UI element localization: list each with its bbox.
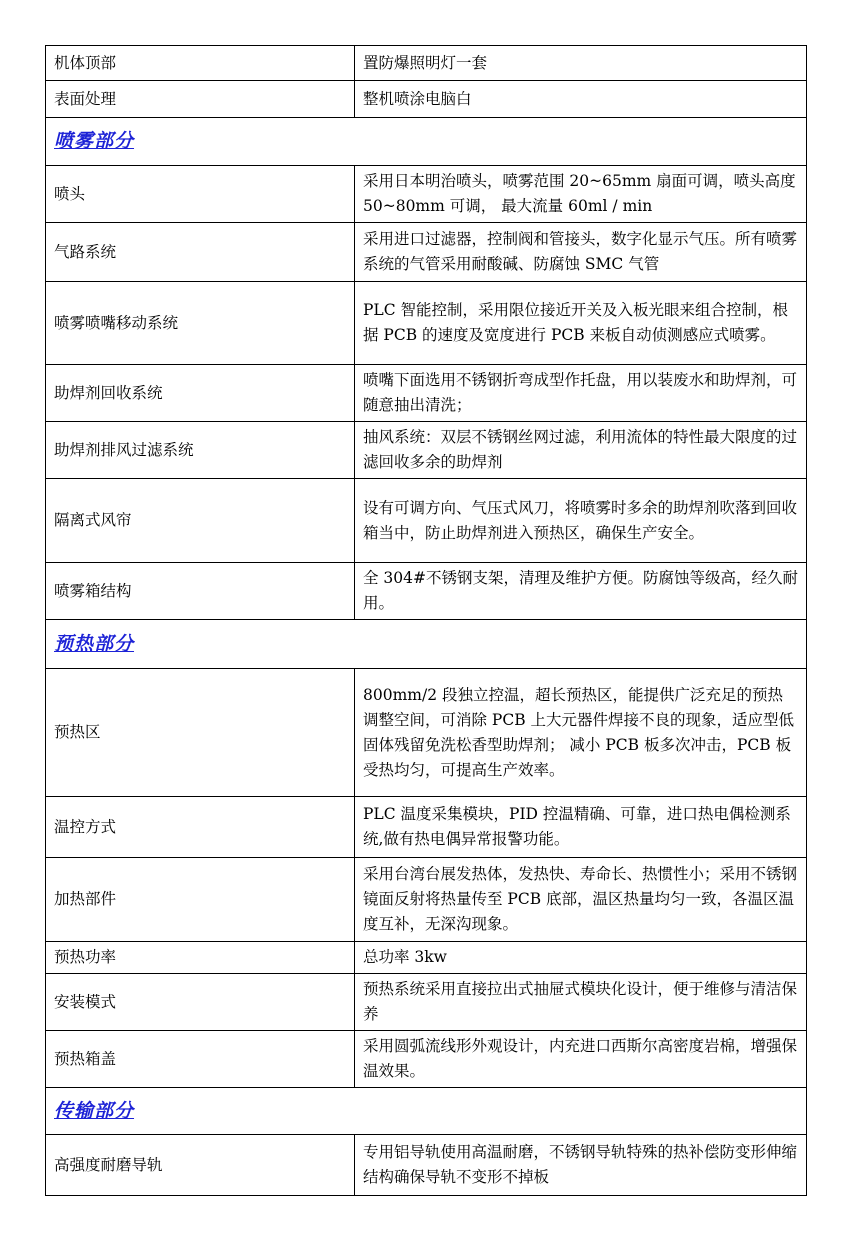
- row-label: 温控方式: [46, 797, 355, 858]
- row-label: 安装模式: [46, 974, 355, 1031]
- row-label: 高强度耐磨导轨: [46, 1135, 355, 1196]
- table-row: [46, 1031, 807, 1088]
- table-row: [46, 365, 807, 422]
- table-row: [46, 797, 807, 858]
- row-description: 采用圆弧流线形外观设计，内充进口西斯尔高密度岩棉，增强保温效果。: [355, 1031, 807, 1088]
- section-header: [46, 118, 807, 166]
- row-description: 全 304#不锈钢支架，清理及维护方便。防腐蚀等级高，经久耐用。: [355, 563, 807, 620]
- table-row: [46, 942, 807, 974]
- row-description: 采用日本明治喷头，喷雾范围 20~65mm 扇面可调，喷头高度 50~80mm 可调， 最大流量 60ml / min: [355, 166, 807, 223]
- row-label: 表面处理: [46, 81, 355, 118]
- section-title: 喷雾部分: [54, 130, 135, 152]
- row-description: 总功率 3kw: [355, 942, 807, 974]
- table-row: [46, 669, 807, 797]
- spec-table: [45, 45, 807, 1196]
- table-row: [46, 46, 807, 81]
- row-description: PLC 温度采集模块，PID 控温精确、可靠，进口热电偶检测系统,做有热电偶异常报警功能。: [355, 797, 807, 858]
- row-label: 隔离式风帘: [46, 479, 355, 563]
- row-label: 喷雾喷嘴移动系统: [46, 282, 355, 365]
- table-row: [46, 479, 807, 563]
- row-description: 抽风系统：双层不锈钢丝网过滤，利用流体的特性最大限度的过滤回收多余的助焊剂: [355, 422, 807, 479]
- table-row: [46, 1135, 807, 1196]
- table-row: [46, 858, 807, 942]
- row-description: 设有可调方向、气压式风刀，将喷雾时多余的助焊剂吹落到回收箱当中，防止助焊剂进入预热区，确保生产安全。: [355, 479, 807, 563]
- row-label: 喷头: [46, 166, 355, 223]
- section-header: [46, 1088, 807, 1135]
- section-header-row: [46, 620, 807, 669]
- row-description: 整机喷涂电脑白: [355, 81, 807, 118]
- table-row: [46, 81, 807, 118]
- section-header-row: [46, 118, 807, 166]
- section-header: [46, 620, 807, 669]
- table-row: [46, 422, 807, 479]
- row-label: 助焊剂回收系统: [46, 365, 355, 422]
- table-row: [46, 563, 807, 620]
- row-description: 采用进口过滤器，控制阀和管接头，数字化显示气压。所有喷雾系统的气管采用耐酸碱、防腐蚀 SMC 气管: [355, 223, 807, 282]
- row-description: 采用台湾台展发热体，发热快、寿命长、热惯性小；采用不锈钢镜面反射将热量传至 PCB 底部，温区热量均匀一致，各温区温度互补，无深沟现象。: [355, 858, 807, 942]
- section-title: 预热部分: [54, 632, 135, 655]
- table-row: [46, 223, 807, 282]
- row-label: 预热区: [46, 669, 355, 797]
- row-label: 喷雾箱结构: [46, 563, 355, 620]
- row-description: 预热系统采用直接拉出式抽屉式模块化设计，便于维修与清洁保养: [355, 974, 807, 1031]
- row-label: 助焊剂排风过滤系统: [46, 422, 355, 479]
- table-row: [46, 282, 807, 365]
- table-row: [46, 166, 807, 223]
- row-label: 加热部件: [46, 858, 355, 942]
- row-label: 机体顶部: [46, 46, 355, 81]
- row-label: 预热功率: [46, 942, 355, 974]
- section-title: 传输部分: [54, 1099, 135, 1122]
- row-label: 气路系统: [46, 223, 355, 282]
- row-description: 置防爆照明灯一套: [355, 46, 807, 81]
- row-description: 专用铝导轨使用高温耐磨，不锈钢导轨特殊的热补偿防变形伸缩结构确保导轨不变形不掉板: [355, 1135, 807, 1196]
- table-row: [46, 974, 807, 1031]
- section-header-row: [46, 1088, 807, 1135]
- row-description: 800mm/2 段独立控温，超长预热区，能提供广泛充足的预热调整空间，可消除 PCB 上大元器件焊接不良的现象，适应型低固体残留免洗松香型助焊剂； 减小 PCB 板多次冲击，PCB 板受热均匀，可提高生产效率。: [355, 669, 807, 797]
- row-description: PLC 智能控制，采用限位接近开关及入板光眼来组合控制，根据 PCB 的速度及宽度进行 PCB 来板自动侦测感应式喷雾。: [355, 282, 807, 365]
- row-description: 喷嘴下面选用不锈钢折弯成型作托盘，用以装废水和助焊剂，可随意抽出清洗；: [355, 365, 807, 422]
- row-label: 预热箱盖: [46, 1031, 355, 1088]
